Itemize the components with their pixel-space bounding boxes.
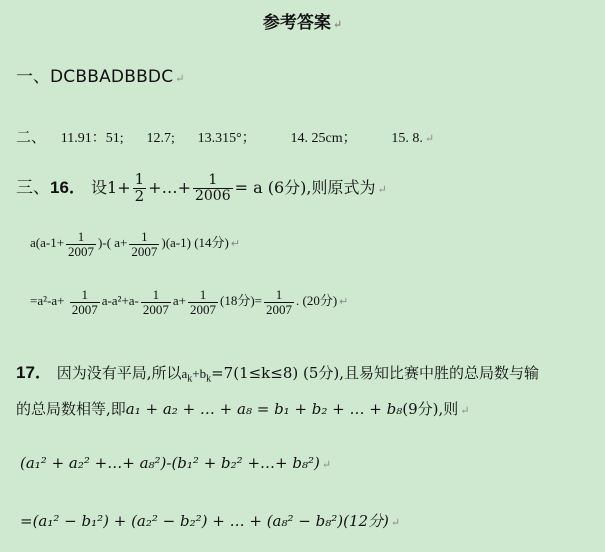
paragraph-return-icon: ↵ [321, 458, 332, 471]
problem-17-formula: =(a₁² − b₁²) + (a₂² − b₂²) + … + (a₈² − b₈²)(12分) [20, 512, 389, 530]
problem-17-number: 17． [16, 363, 52, 382]
section-3-label: 三、 [16, 177, 50, 198]
page-title: 参考答案 ↵ [262, 13, 343, 33]
expr-part: (18分)= [220, 293, 262, 309]
fraction-1-2007: $\frac{1}{2007}$ [68, 229, 95, 259]
expr-part: . (20分) [296, 293, 338, 309]
problem-16-line-a [30, 230, 240, 258]
answer-item-15: 15. 8. [391, 131, 423, 146]
paragraph-return-icon: ↵ [230, 238, 241, 251]
section-1-label: 一、 [16, 67, 50, 87]
problem-17-formula: a₁ + a₂ + … + a₈ = b₁ + b₂ + … + b₈ [125, 400, 403, 418]
section-2-label: 二、 [16, 128, 47, 146]
expr-part: a-a²+a- [101, 293, 139, 309]
expr-part: )(a-1) (14分) [161, 235, 229, 251]
answer-item-12: 12.7; [146, 131, 175, 146]
answer-item-14: 14. 25cm； [290, 131, 357, 146]
fraction-1-2007: $\frac{1}{2007}$ [71, 287, 98, 317]
paragraph-return-icon: ↵ [175, 72, 185, 85]
expr-part: )-( a+ [98, 235, 128, 251]
problem-17-formula: (a₁² + a₂² +…+ a₈²)-(b₁² + b₂² +…+ b₈²) [20, 454, 320, 472]
answer-item-11: 11.91：51; [60, 131, 124, 146]
section-2 [16, 126, 434, 147]
paragraph-return-icon: ↵ [339, 296, 349, 309]
fraction-1-2006: $\frac{1}{2006}$ [194, 172, 231, 204]
problem-17-text: =7(1≤k≤8) (5分),且易知比赛中胜的总局数与输 [211, 364, 540, 382]
expr-part: =a²-a+ [30, 293, 65, 309]
fraction-1-2007: $\frac{1}{2007}$ [142, 287, 169, 317]
section-1 [16, 62, 185, 87]
paragraph-return-icon: ↵ [390, 516, 401, 529]
problem-16-intro [16, 172, 387, 205]
problem-17-line-4 [20, 510, 400, 531]
expr-part: a(a-1+ [30, 235, 65, 251]
problem-17-formula: $a_k+b_k$ [181, 366, 212, 385]
paragraph-return-icon: ↵ [460, 404, 470, 417]
problem-17-line-2 [16, 398, 469, 419]
paragraph-return-icon: ↵ [377, 182, 387, 196]
answer-item-13: 13.315°； [197, 131, 256, 146]
problem-16-intro-prefix: 设1+ [91, 177, 131, 197]
problem-17-text: 因为没有平局,所以 [56, 364, 182, 382]
problem-17-text: (9分),则 [402, 400, 459, 418]
fraction-1-2: $\frac{1}{2}$ [134, 170, 145, 205]
expr-part: a+ [172, 293, 186, 309]
fraction-1-2007: $\frac{1}{2007}$ [190, 287, 216, 317]
paragraph-return-icon: ↵ [424, 132, 435, 145]
problem-17-text: 的总局数相等,即 [16, 400, 126, 418]
problem-16-eq: = a (6分),则原式为 [234, 177, 376, 197]
problem-16-number: 16． [50, 177, 86, 197]
problem-17-line-1 [16, 358, 539, 385]
fraction-1-2007: $\frac{1}{2007}$ [266, 287, 292, 317]
fraction-1-2007: $\frac{1}{2007}$ [131, 229, 158, 259]
problem-17-line-3 [20, 454, 331, 472]
section-1-answers: DCBBADBBDC [50, 67, 174, 87]
paragraph-return-icon: ↵ [332, 18, 343, 31]
problem-16-mid: +…+ [148, 177, 191, 197]
problem-16-line-b [30, 288, 348, 316]
